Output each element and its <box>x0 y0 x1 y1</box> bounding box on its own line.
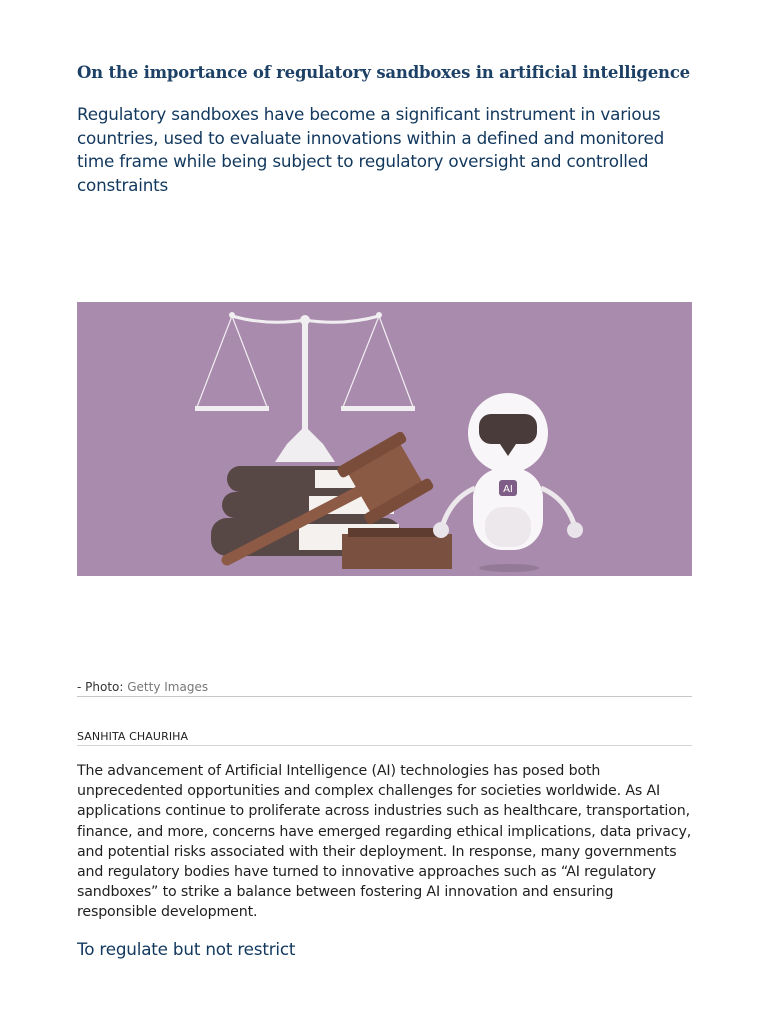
photo-credit-source: Getty Images <box>127 680 209 694</box>
robot-icon <box>433 393 583 572</box>
article-subtitle: Regulatory sandboxes have become a significant instrument in various countries, used to evaluate innovations within a defined and monitored time frame while being subject to regulatory oversight and controlled constraints <box>77 104 665 195</box>
photo-credit <box>77 679 692 697</box>
article-title: On the importance of regulatory sandboxes in artificial intelligence <box>77 63 690 82</box>
photo-credit-label: - Photo: <box>77 680 124 694</box>
author-byline[interactable]: SANHITA CHAURIHA <box>77 730 692 746</box>
section-heading: To regulate but not restrict <box>77 939 296 959</box>
scale-of-justice-icon <box>195 312 415 462</box>
robot-badge-label: AI <box>503 484 513 495</box>
article-body-paragraph: The advancement of Artificial Intelligence (AI) technologies has posed both unprecedented opportunities and complex challenges for societies worldwide. As AI applications continue to proliferate across industries such as healthcare, transportation, finance, and more, concerns have emerged regarding ethical implications, data privacy, and potential risks associated with their deployment. In response, many governments and regulatory bodies have turned to innovative approaches such as “AI regulatory sandboxes” to strike a balance between fostering AI innovation and ensuring responsible development. <box>77 763 692 921</box>
justice-robot-illustration <box>77 302 692 576</box>
hero-illustration <box>77 302 692 576</box>
